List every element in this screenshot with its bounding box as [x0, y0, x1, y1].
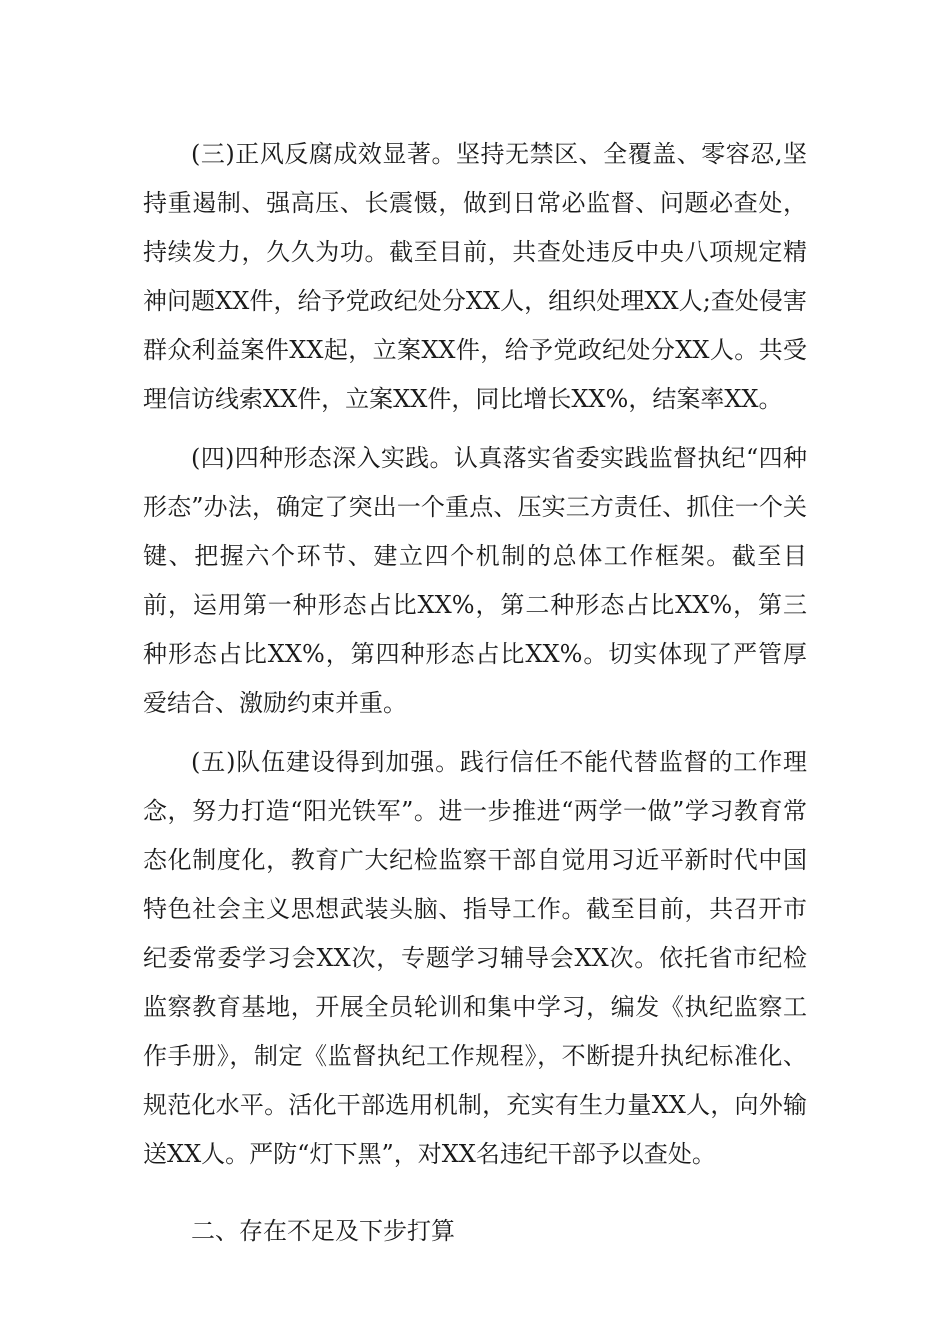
- document-body: [143, 130, 807, 1266]
- section-heading: 二、存在不足及下步打算: [191, 1217, 455, 1245]
- paragraph-zhengfeng-fanfu: (三)正风反腐成效显著。坚持无禁区、全覆盖、零容忍,坚持重遏制、强高压、长震慑，做到日常必监督、问题必查处，持续发力，久久为功。截至目前，共查处违反中央八项规定精神问题XX件，给予党政纪处分XX人，组织处理XX人;查处侵害群众利益案件XX起，立案XX件，给予党政纪处分XX人。共受理信访线索XX件，立案XX件，同比增长XX%，结案率XX。: [143, 140, 807, 413]
- paragraph-sizhong-xingtai: (四)四种形态深入实践。认真落实省委实践监督执纪“四种形态”办法，确定了突出一个重点、压实三方责任、抓住一个关键、把握六个环节、建立四个机制的总体工作框架。截至目前，运用第一种形态占比XX%，第二种形态占比XX%，第三种形态占比XX%，第四种形态占比XX%。切实体现了严管厚爱结合、激励约束并重。: [143, 444, 807, 717]
- paragraph-duiwu-jianshe: (五)队伍建设得到加强。践行信任不能代替监督的工作理念，努力打造“阳光铁军”。进一步推进“两学一做”学习教育常态化制度化，教育广大纪检监察干部自觉用习近平新时代中国特色社会主义思想武装头脑、指导工作。截至目前，共召开市纪委常委学习会XX次，专题学习辅导会XX次。依托省市纪检监察教育基地，开展全员轮训和集中学习，编发《执纪监察工作手册》，制定《监督执纪工作规程》，不断提升执纪标准化、规范化水平。活化干部选用机制，充实有生力量XX人，向外输送XX人。严防“灯下黑”，对XX名违纪干部予以查处。: [143, 748, 807, 1168]
